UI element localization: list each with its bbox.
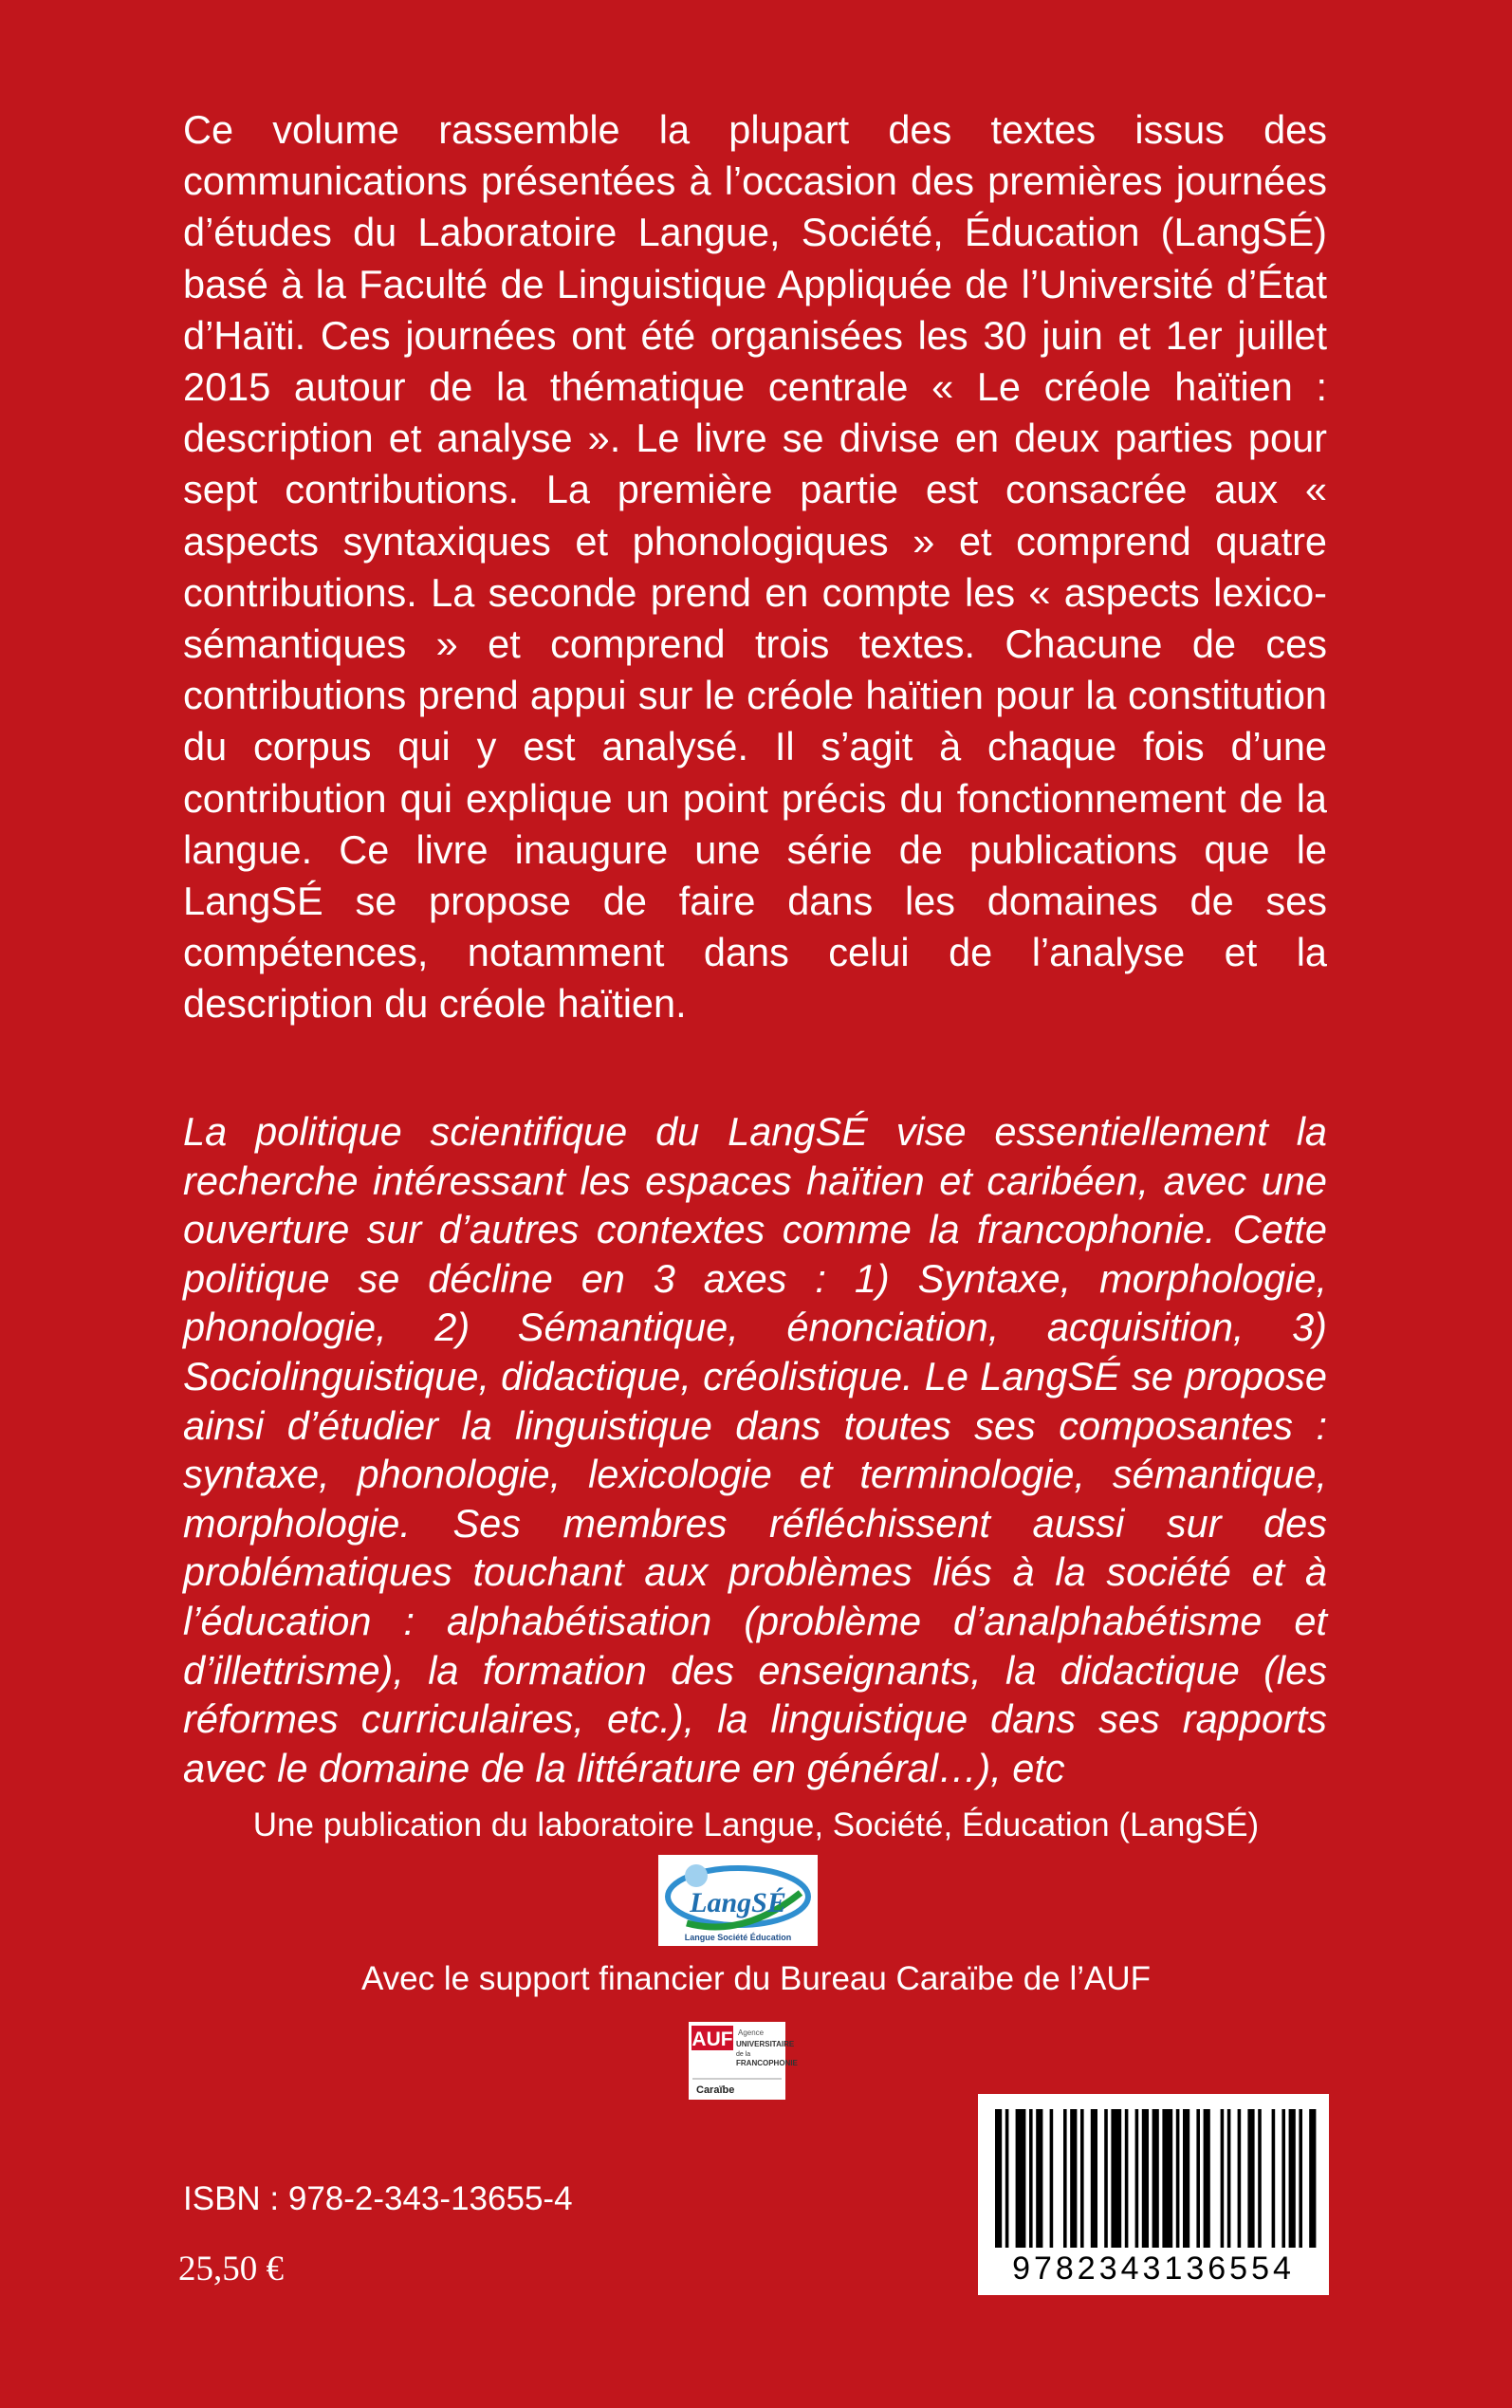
barcode-bar <box>1005 2109 1009 2248</box>
auf-region: Caraïbe <box>696 2084 735 2096</box>
barcode-bar <box>1142 2109 1149 2248</box>
barcode-bar <box>1238 2109 1242 2248</box>
barcode-bar <box>1176 2109 1180 2248</box>
barcode-bar <box>1080 2109 1084 2248</box>
barcode-bar <box>1309 2109 1316 2248</box>
summary-paragraph: Ce volume rassemble la plupart des textes issus des communications présentées à l’occasion des premières journées d’études du Laboratoire Langue, Société, Éducation (LangSÉ) basé à la Faculté de Linguistique Appliquée de l’Université d’État d’Haïti. Ces journées ont été organisées les 30 juin et 1er juillet 2015 autour de la thématique centrale « Le créole haïtien : description et analyse ». Le livre se divise en deux parties pour sept contributions. La première partie est consacrée aux « aspects syntaxiques et phonologiques » et comprend quatre contributions. La seconde prend en compte les « aspects lexico-sémantiques » et comprend trois textes. Chacune de ces contributions prend appui sur le créole haïtien pour la constitution du corpus qui y est analysé. Il s’agit à chaque fois d’une contribution qui explique un point précis du fonctionnement de la langue. Ce livre inaugure une série de publications que le LangSÉ se propose de faire dans les domaines de ses compétences, notamment dans celui de l’analyse et la description du créole haïtien. <box>183 107 1327 1027</box>
barcode-bar <box>1016 2109 1026 2248</box>
barcode-bar <box>1227 2109 1231 2248</box>
barcode-bar <box>1104 2109 1108 2248</box>
auf-line-2: UNIVERSITAIRE <box>736 2040 795 2048</box>
auf-mark: AUF <box>691 2028 733 2050</box>
barcode-bar <box>995 2109 1002 2248</box>
barcode-bar <box>1196 2109 1200 2248</box>
barcode-bar <box>1204 2109 1210 2248</box>
auf-line-1: Agence <box>738 2028 765 2037</box>
publication-line: Une publication du laboratoire Langue, Société, Éducation (LangSÉ) <box>252 1806 1260 1843</box>
barcode-bar <box>1272 2109 1276 2248</box>
barcode-bar <box>1036 2109 1042 2248</box>
barcode-bar <box>1247 2109 1254 2248</box>
barcode-bar <box>1162 2109 1172 2248</box>
barcode-bar <box>1135 2109 1139 2248</box>
globe-icon <box>685 1864 708 1887</box>
barcode-bar <box>1152 2109 1159 2248</box>
barcode-bar <box>1091 2109 1097 2248</box>
barcode <box>978 2094 1329 2295</box>
auf-logo <box>689 2022 798 2100</box>
barcode-bar <box>1183 2109 1189 2248</box>
langse-wordmark: LangSÉ <box>690 1887 786 1918</box>
barcode-bar <box>1070 2109 1077 2248</box>
auf-logo-graphic <box>689 2022 798 2100</box>
barcode-bar <box>1289 2109 1296 2248</box>
barcode-bar <box>1111 2109 1121 2248</box>
langse-tagline: Langue Société Éducation <box>684 1933 792 1942</box>
barcode-bar <box>1125 2109 1129 2248</box>
barcode-bar <box>1282 2109 1285 2248</box>
auf-line-3: de la <box>736 2051 751 2058</box>
langse-logo-graphic <box>658 1855 818 1946</box>
barcode-bar <box>1258 2109 1262 2248</box>
langse-logo <box>658 1855 818 1946</box>
barcode-bar <box>1050 2109 1054 2248</box>
support-line: Avec le support financier du Bureau Caraïbe de l’AUF <box>360 1960 1152 1997</box>
barcode-number: 9782343136554 <box>1012 2251 1295 2287</box>
barcode-bar <box>1221 2109 1225 2248</box>
price: 25,50 € <box>178 2250 284 2288</box>
auf-line-4: FRANCOPHONIE <box>736 2059 798 2067</box>
barcode-bar <box>1063 2109 1067 2248</box>
barcode-bar <box>1299 2109 1302 2248</box>
isbn: ISBN : 978-2-343-13655-4 <box>183 2180 573 2217</box>
policy-paragraph: La politique scientifique du LangSÉ vise essentiellement la recherche intéressant les espaces haïtien et caribéen, avec une ouverture sur d’autres contextes comme la francophonie. Cette politique se décline en 3 axes : 1) Syntaxe, morphologie, phonologie, 2) Sémantique, énonciation, acquisition, 3) Sociolinguistique, didactique, créolistique. Le LangSÉ se propose ainsi d’étudier la linguistique dans toutes ses composantes : syntaxe, phonologie, lexicologie et terminologie, sémantique, morphologie. Ses membres réfléchissent aussi sur des problématiques touchant aux problèmes liés à la société et à l’éducation : alphabétisation (problème d’analphabétisme et d’illettrisme), la formation des enseignants, la didactique (les réformes curriculaires, etc.), la linguistique dans ses rapports avec le domaine de la littérature en général…), etc <box>183 1109 1327 1790</box>
barcode-bar <box>1029 2109 1033 2248</box>
